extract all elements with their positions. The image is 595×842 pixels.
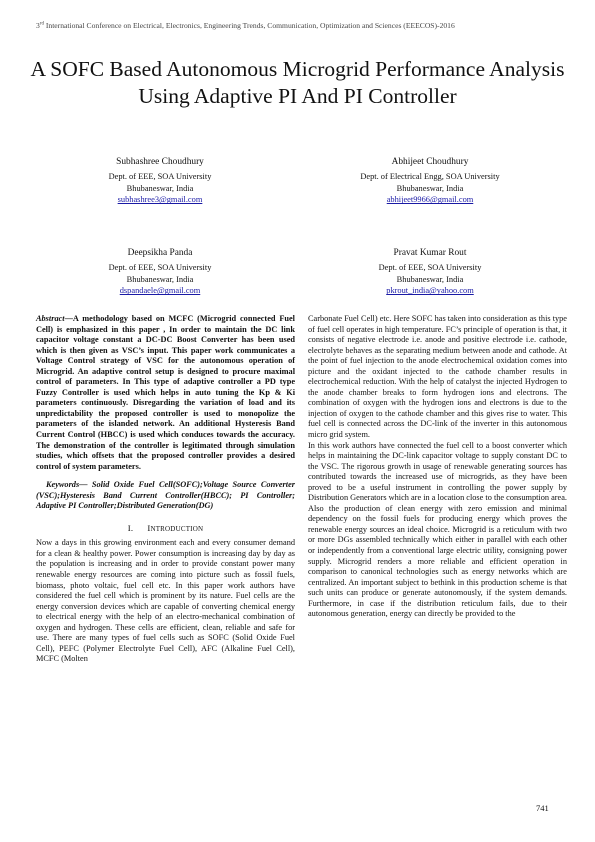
right-column: [308, 314, 567, 620]
intro-paragraph: Now a days in this growing environment each and every consumer demand for a clean & healthy power. Power consumption is increasing day by day as the population is increasing and in order to provide constant power many renewable energy resources are coming into picture such as fossil fuels, biomass, photo voltaic, fuel cell etc. In this paper work authors have considered the fuel cell which is prominent by its nature. Fuel cells are the energy conversion devices which are capable of converting chemical energy to electrical energy with the help of an electro-mechanical combination of oxygen and hydrogen. These cells are efficient, clean, reliable and safe for use. There are many types of fuel cells such as SOFC (Solid Oxide Fuel Cell), PEFC (Polymer Electrolyte Fuel Cell), AFC (Alkaline Fuel Cell), MCFC (Molten: [36, 538, 295, 664]
section-heading-introduction: [36, 523, 295, 535]
section-number: I.: [127, 522, 134, 533]
author-location: Bhubaneswar, India: [126, 274, 194, 284]
author-block-4: [320, 248, 540, 297]
paper-title: A SOFC Based Autonomous Microgrid Performance Analysis Using Adaptive PI And PI Controller: [30, 57, 565, 108]
author-dept: Dept. of EEE, SOA University: [108, 262, 212, 272]
author-block-1: [50, 157, 270, 206]
page-number: 741: [536, 803, 549, 813]
author-name: Abhijeet Choudhury: [391, 157, 469, 167]
abstract: [36, 314, 295, 472]
author-email-link[interactable]: dspandaele@gmail.com: [119, 286, 201, 296]
abstract-label: Abstract: [36, 314, 65, 323]
author-email-link[interactable]: subhashree3@gmail.com: [117, 195, 203, 205]
author-location: Bhubaneswar, India: [396, 183, 464, 193]
author-location: Bhubaneswar, India: [396, 274, 464, 284]
author-name: Subhashree Choudhury: [116, 157, 204, 167]
left-column: [36, 314, 295, 665]
section-first-letter: I: [147, 522, 151, 533]
author-location: Bhubaneswar, India: [126, 183, 194, 193]
author-dept: Dept. of Electrical Engg, SOA University: [360, 171, 500, 181]
keywords: Keywords— Solid Oxide Fuel Cell(SOFC);Voltage Source Converter (VSC);Hysteresis Band Current Controller(HBCC); PI Controller; Adaptive PI Controller;Distributed Generation(DG): [36, 480, 295, 511]
body-paragraph-1: Carbonate Fuel Cell) etc. Here SOFC has taken into consideration as this type of fuel cell operates in high temperature. FC’s principle of operation is that, it consists of negative electrode i.e. anode and positive electrode i.e. cathode, electrolyte behaves as the separating medium between anode and cathode. At the point of fuel injection to the anode electrochemical oxidation comes into picture and the oxidant injected to the cathode chamber results in electrochemical reduction. With the help of catalyst the injected Hydrogen to the anode chamber breaks to form hydrogen ions and electrons. The combination of oxygen with the hydrogen ions and electrons is due to the injection of oxygen to the cathode chamber and this gives rise to water. This fuel cell is connected across the DC-link of the inverter in this autonomous micro grid system.: [308, 314, 567, 440]
conference-header: [36, 21, 576, 30]
abstract-text: —A methodology based on MCFC (Microgrid connected Fuel Cell) is emphasized in this paper , In order to maintain the DC link capacitor voltage constant a DC-DC Boost Converter has been used which is then given as VSC’s input. This paper work communicates a Voltage Control strategy of VSC for the autonomous operation of Microgrid. An adaptive control setup is designed to procure maximal control of parameters. In This type of adaptive controller a PD type Fuzzy Controller is used which helps in auto tuning the Kp & Ki parameters continuously. Disregarding the variation of load and its unpredictability the proposed controller is used to monopolize the parameters of the islanded network. An additional Hysteresis Band Current Control (HBCC) is used which conduces towards the accuracy. The demonstration of the controller is legitimated through simulation studies, which offsets that the proposed controller provides a desired control of system parameters.: [36, 314, 295, 471]
author-dept: Dept. of EEE, SOA University: [108, 171, 212, 181]
author-block-2: [320, 157, 540, 206]
header-num: 3: [36, 21, 40, 30]
author-email-link[interactable]: pkrout_india@yahoo.com: [386, 286, 474, 296]
author-block-3: [50, 248, 270, 297]
author-dept: Dept. of EEE, SOA University: [378, 262, 482, 272]
header-text: International Conference on Electrical, Electronics, Engineering Trends, Communication, Optimization and Sciences (EEECOS)-2016: [43, 21, 455, 30]
section-title-rest: NTRODUCTION: [150, 524, 204, 533]
author-name: Deepsikha Panda: [127, 248, 193, 258]
author-email-link[interactable]: abhijeet9966@gmail.com: [386, 195, 474, 205]
header-sup: rd: [39, 21, 44, 27]
body-paragraph-2: In this work authors have connected the fuel cell to a boost converter which helps in maintaining the DC-link capacitor voltage to supply constant DC to the VSC. The rigorous growth in usage of renewable generating sources has contributed towards the increased use of microgrids, as they have been proved to be a useful instrument in controlling the power supply by Distribution Generators which are in a location close to the consumption area. Also the production of clean energy with zero emission and minimal dependency on the fossil fuels for producing energy which proves the renewable energy sources an ideal choice. Microgrid is a reticulum with two or more DGs assembled technically which either in parallel with each other or independently from a conventional large electric utility, consigning power supply. Microgrid renders a more reliable and efficient operation in comparison to canonical technologies such as energy networks which are centralized. An important subject to bethink in this production scheme is that such units can produce or generate autonomously, if the system demands. Furthermore, in case if the distribution reticulum fails, due to their autonomous generation, energy can directly be provided to the: [308, 440, 567, 619]
author-name: Pravat Kumar Rout: [393, 248, 467, 258]
